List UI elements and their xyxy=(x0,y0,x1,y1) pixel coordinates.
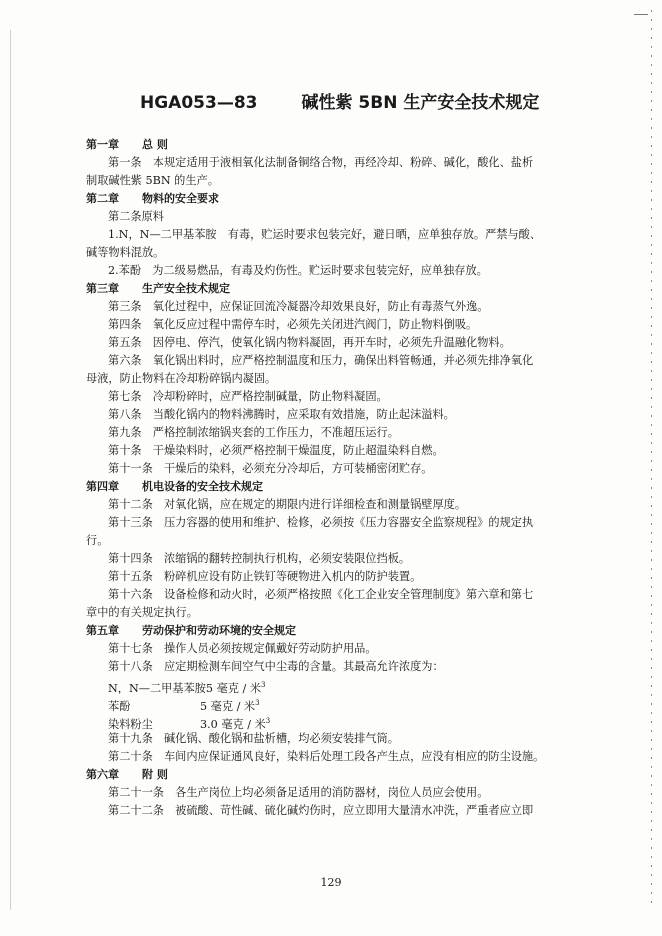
chapter-title: 生产安全技术规定 xyxy=(142,282,230,295)
article-line: 第十七条 操作人员必须按规定佩戴好劳动防护用品。 xyxy=(108,642,377,655)
chapter-label: 第四章 xyxy=(86,480,119,493)
document-body xyxy=(86,136,570,820)
scan-edge-left xyxy=(10,30,11,910)
chapter-label: 第一章 xyxy=(86,138,119,151)
article-line: 第七条 冷却粉碎时，应严格控制碱量，防止物料凝固。 xyxy=(108,390,388,403)
article-line: 第八条 当酸化锅内的物料沸腾时，应采取有效措施，防止起沫溢料。 xyxy=(108,408,455,421)
article-line: 第十五条 粉碎机应设有防止铁钉等硬物进入机内的防护装置。 xyxy=(108,570,422,583)
unit-exponent: 3 xyxy=(261,681,266,689)
document-title xyxy=(140,88,540,113)
chapter-title: 总 则 xyxy=(142,138,168,151)
chapter-label: 第五章 xyxy=(86,624,119,637)
scan-edge-right xyxy=(651,10,652,910)
article-line: 第十三条 压力容器的使用和维护、检修，必须按《压力容器安全监察规程》的规定执 xyxy=(108,516,534,529)
substance-name: 苯酚 xyxy=(108,700,131,712)
article-line: 第二十条 车间内应保证通风良好，染料后处理工段各产生点，应没有相应的防尘设施。 xyxy=(108,750,545,763)
article-line: 第五条 因停电、停汽，使氧化锅内物料凝固，再开车时，必须先升温融化物料。 xyxy=(108,336,511,349)
concentration-value: 3.0 毫克 / 米 xyxy=(200,718,266,730)
article-line: 章中的有关规定执行。 xyxy=(86,606,198,619)
chapter-label: 第三章 xyxy=(86,282,119,295)
article-line: 第十四条 浓缩锅的翻转控制执行机构，必须安装限位挡板。 xyxy=(108,552,411,565)
chapter-heading xyxy=(86,190,570,208)
chapter-title: 物料的安全要求 xyxy=(142,192,219,205)
article-line: 第十八条 应定期检测车间空气中尘毒的含量。其最高允许浓度为： xyxy=(108,660,444,673)
concentration-value: 5 毫克 / 米 xyxy=(200,700,256,712)
article-line: 第三条 氧化过程中，应保证回流冷凝器冷却效果良好，防止有毒蒸气外逸。 xyxy=(108,300,489,313)
chapter-title: 附 则 xyxy=(142,768,168,781)
chapter-title: 劳动保护和劳动环境的安全规定 xyxy=(142,624,296,637)
concentration-row xyxy=(86,676,570,694)
chapter-heading xyxy=(86,280,570,298)
article-line: 第四条 氧化反应过程中需停车时，必须先关闭进汽阀门，防止物料倒吸。 xyxy=(108,318,478,331)
article-line: 第一条 本规定适用于液相氧化法制备铜络合物，再经冷却、粉碎、碱化，酸化、盐析 xyxy=(108,156,534,169)
scan-mark xyxy=(634,14,648,15)
substance-name: N，N—二甲基苯胺 xyxy=(108,682,206,694)
article-line: 第二条原料 xyxy=(108,210,164,223)
article-line: 碱等物料混放。 xyxy=(86,246,165,259)
unit-exponent: 3 xyxy=(265,717,271,725)
unit-exponent: 3 xyxy=(255,699,260,707)
chapter-title: 机电设备的安全技术规定 xyxy=(142,480,263,493)
concentration-value: 5 毫克 / 米 xyxy=(205,682,262,694)
article-line: 第十二条 对氧化锅，应在规定的期限内进行详细检查和测量锅壁厚度。 xyxy=(108,498,467,511)
article-line: 母液，防止物料在冷却粉碎锅内凝固。 xyxy=(86,372,277,385)
substance-name: 染料粉尘 xyxy=(108,718,153,730)
article-line: 第十六条 设备检修和动火时，必须严格按照《化工企业安全管理制度》第六章和第七 xyxy=(108,588,534,601)
chapter-heading xyxy=(86,136,570,154)
chapter-label: 第二章 xyxy=(86,192,119,205)
chapter-heading xyxy=(86,766,570,784)
article-line: 第九条 严格控制浓缩锅夹套的工作压力，不准超压运行。 xyxy=(108,426,399,439)
article-line: 第十一条 干燥后的染料，必须充分冷却后，方可装桶密闭贮存。 xyxy=(108,462,433,475)
chapter-heading xyxy=(86,478,570,496)
page-number: 129 xyxy=(320,876,342,889)
chapter-heading xyxy=(86,622,570,640)
article-line: 1.N，N—二甲基苯胺 有毒，贮运时要求包装完好，避日晒，应单独存放。严禁与酸、 xyxy=(108,228,542,241)
article-line: 第二十二条 被硫酸、苛性碱、硫化碱灼伤时，应立即用大量清水冲洗，严重者应立即 xyxy=(108,804,534,817)
article-line: 2.苯酚 为二级易燃品，有毒及灼伤性。贮运时要求包装完好，应单独存放。 xyxy=(108,264,488,277)
article-line: 第十条 干燥染料时，必须严格控制干燥温度，防止超温染料自燃。 xyxy=(108,444,444,457)
concentration-row xyxy=(86,712,570,730)
concentration-row xyxy=(86,694,570,712)
chapter-label: 第六章 xyxy=(86,768,119,781)
article-line: 第十九条 碱化锅、酸化锅和盐析槽，均必须安装排气筒。 xyxy=(108,732,399,745)
article-line: 行。 xyxy=(86,534,109,547)
article-line: 第六条 氧化锅出料时，应严格控制温度和压力，确保出料管畅通，并必须先排净氧化 xyxy=(108,354,534,367)
article-line: 第二十一条 各生产岗位上均必须备足适用的消防器材，岗位人员应会使用。 xyxy=(108,786,489,799)
title-text: 碱性紫 5BN 生产安全技术规定 xyxy=(301,93,540,113)
article-line: 制取碱性紫 5BN 的生产。 xyxy=(86,174,219,187)
standard-code: HGA053—83 xyxy=(140,93,258,113)
